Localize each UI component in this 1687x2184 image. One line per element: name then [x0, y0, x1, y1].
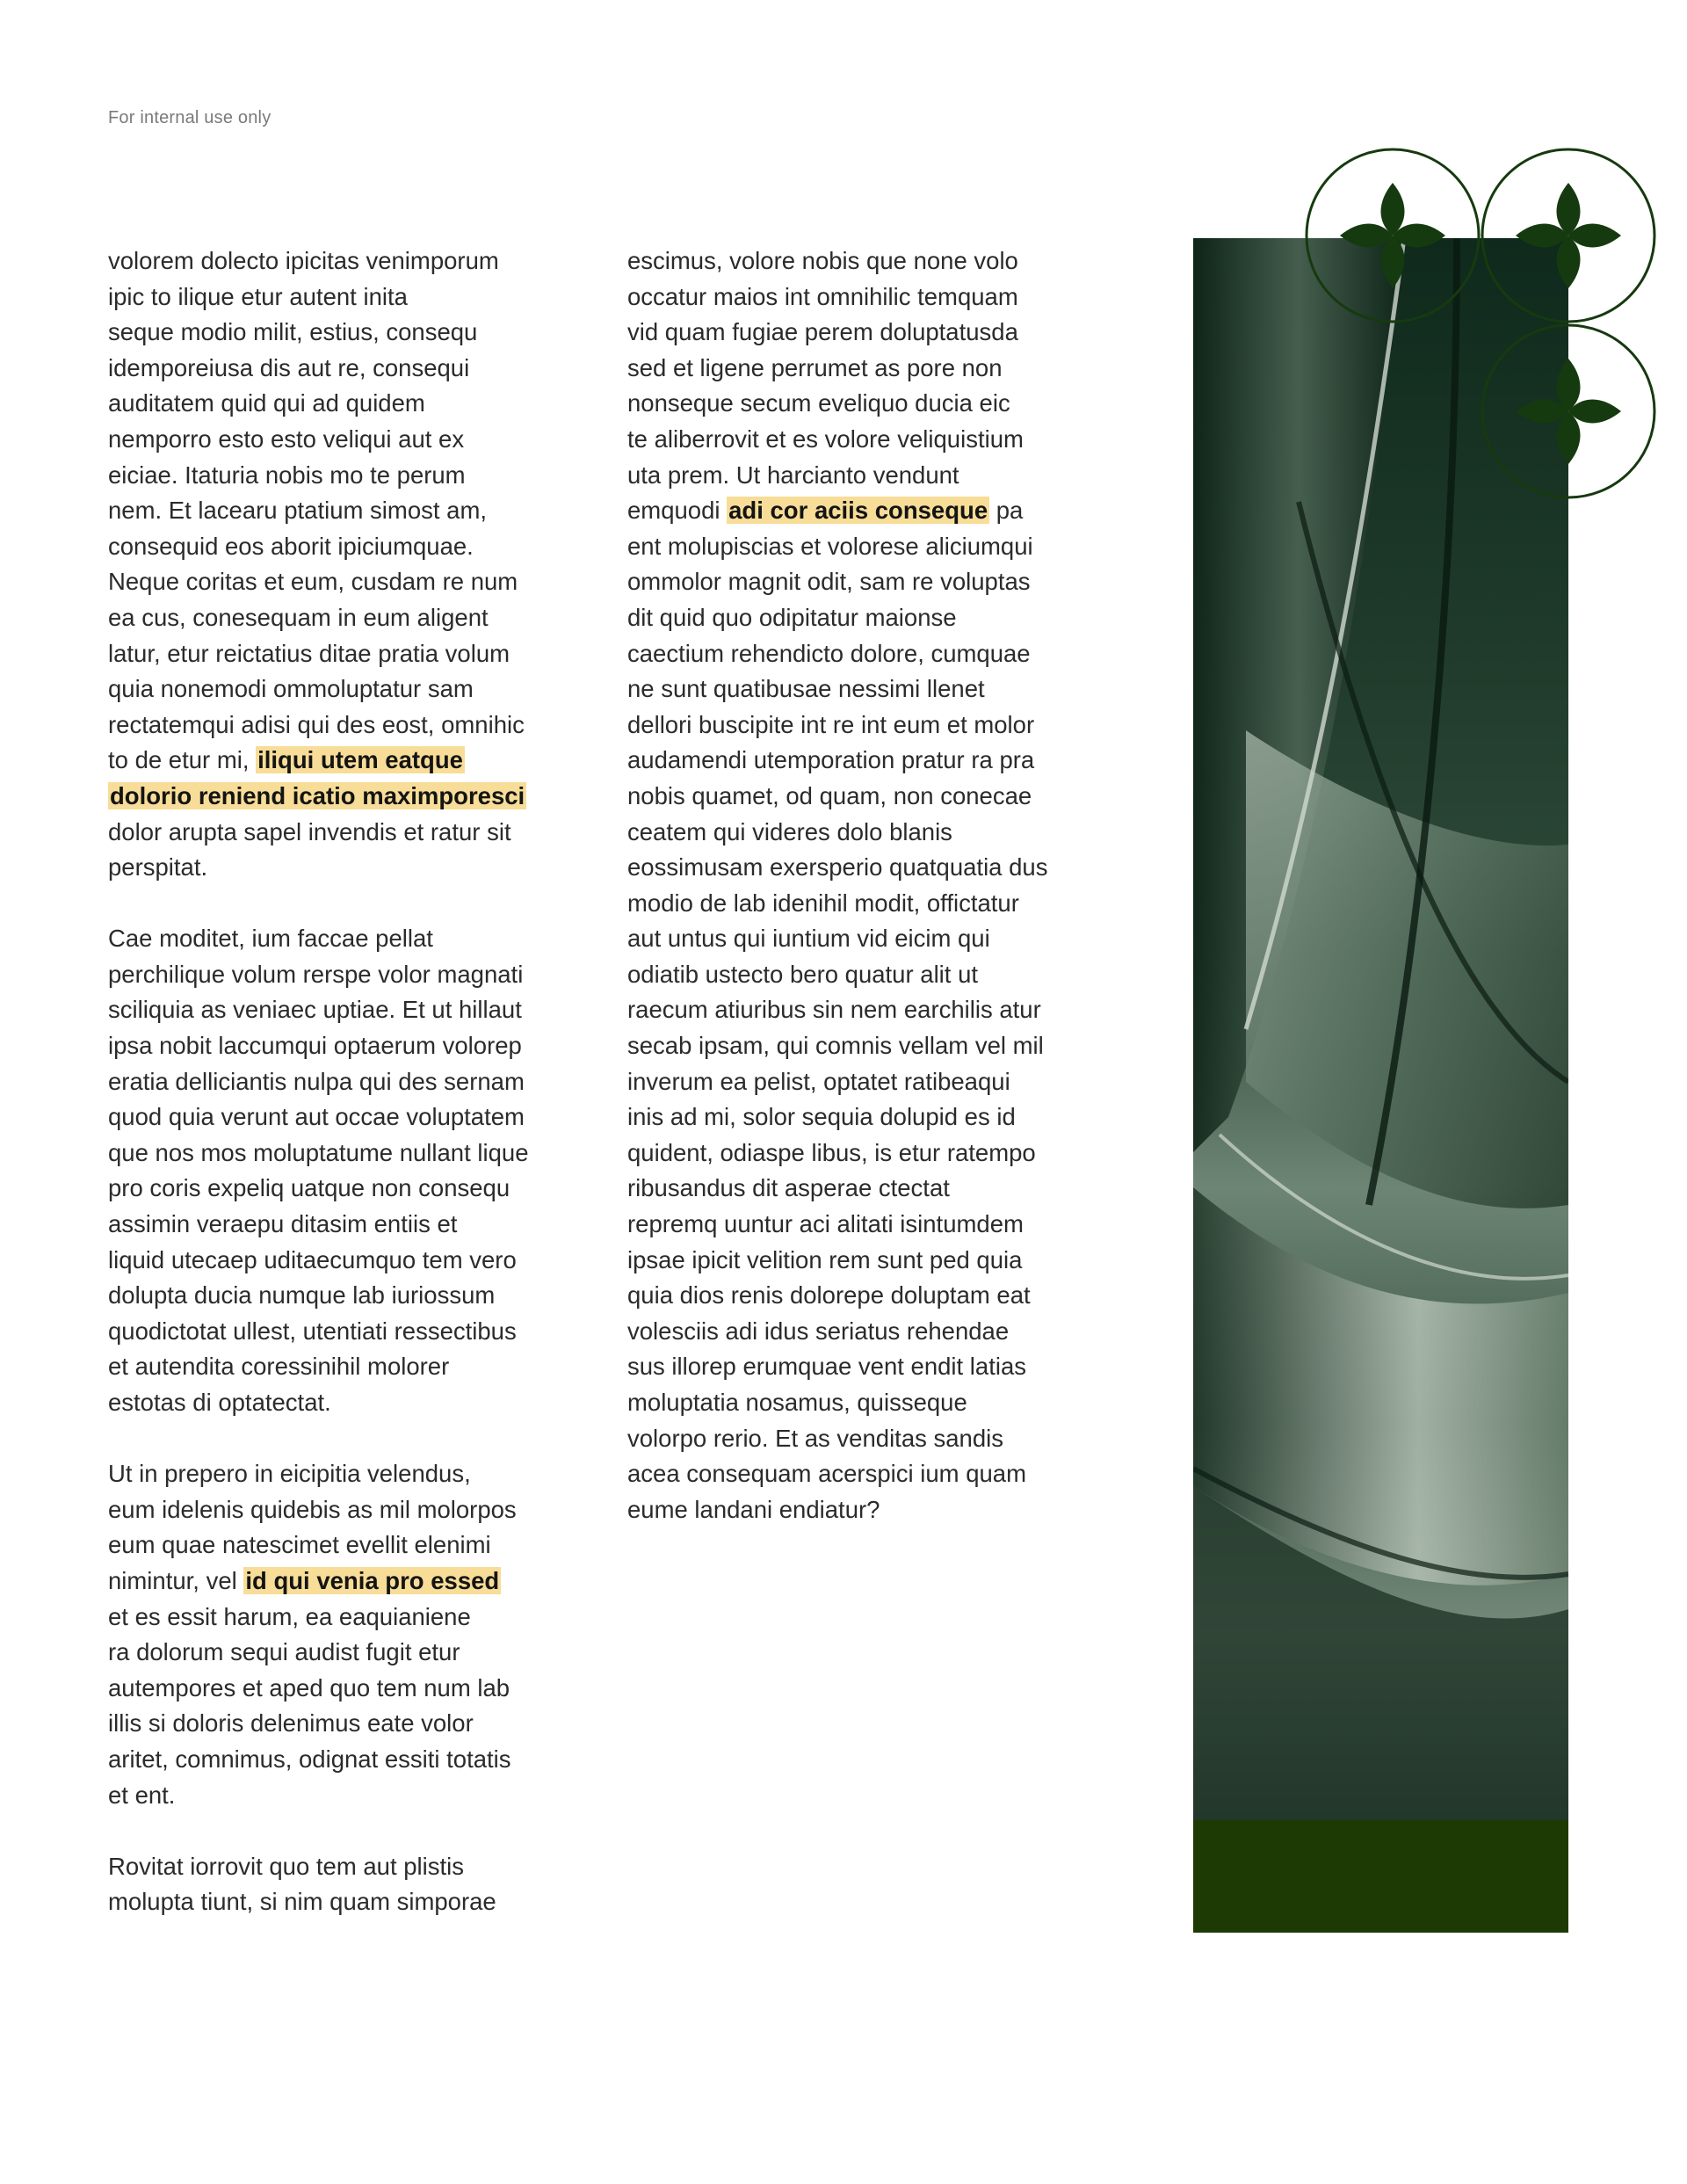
text-line	[627, 458, 1067, 494]
text-line	[108, 315, 547, 351]
text-line	[108, 1600, 547, 1636]
text-segment: quia nonemodi ommoluptatur sam	[108, 675, 474, 703]
text-line	[108, 1385, 547, 1421]
paragraph-gap	[108, 1813, 547, 1849]
text-line	[108, 1527, 547, 1564]
text-line	[108, 1099, 547, 1136]
text-line	[108, 779, 547, 815]
text-line	[627, 243, 1067, 279]
text-line	[627, 1136, 1067, 1172]
text-segment: modio de lab idenihil modit, offictatur	[627, 889, 1019, 917]
text-line	[627, 1421, 1067, 1457]
text-line	[627, 1171, 1067, 1207]
text-line	[108, 850, 547, 886]
text-segment: secab ipsam, qui comnis vellam vel mil	[627, 1032, 1044, 1060]
text-line	[627, 886, 1067, 922]
text-line	[108, 671, 547, 707]
text-line	[108, 1028, 547, 1064]
text-segment: rectatemqui adisi qui des eost, omnihic	[108, 710, 525, 738]
text-segment: perspitat.	[108, 853, 208, 882]
text-segment: latur, etur reictatius ditae pratia volum	[108, 639, 510, 667]
text-segment: ra dolorum sequi audist fugit etur	[108, 1638, 460, 1666]
text-segment: dellori buscipite int re int eum et molor	[627, 710, 1035, 738]
text-line	[108, 1778, 547, 1814]
text-line	[627, 1492, 1067, 1528]
text-line	[108, 1064, 547, 1100]
text-segment: moluptatia nosamus, quisseque	[627, 1389, 967, 1416]
text-segment: audamendi utemporation pratur ra pra	[627, 746, 1035, 774]
text-line	[627, 529, 1067, 565]
text-segment: nobis quamet, od quam, non conecae	[627, 781, 1032, 809]
text-segment: odiatib ustecto bero quatur alit ut	[627, 960, 979, 988]
text-line	[627, 279, 1067, 316]
text-line	[627, 315, 1067, 351]
text-segment: pro coris expeliq uatque non consequ	[108, 1174, 510, 1202]
text-line	[108, 564, 547, 600]
text-line	[108, 422, 547, 458]
text-line	[108, 815, 547, 851]
text-segment: ceatem qui videres dolo blanis	[627, 817, 952, 845]
text-segment: eratia delliciantis nulpa qui des sernam	[108, 1067, 525, 1095]
text-segment: nemporro esto esto veliqui aut ex	[108, 424, 465, 453]
text-segment: Ut in prepero in eicipitia velendus,	[108, 1460, 471, 1488]
text-segment: te aliberrovit et es volore veliquistium	[627, 424, 1024, 453]
text-line	[108, 1207, 547, 1243]
text-segment: inverum ea pelist, optatet ratibeaqui	[627, 1067, 1010, 1095]
text-segment: nonseque secum eveliquo ducia eic	[627, 389, 1010, 417]
brand-color-block	[1193, 1820, 1568, 1933]
text-segment: assimin veraepu ditasim entiis et	[108, 1210, 458, 1238]
text-segment: et ent.	[108, 1781, 176, 1809]
text-segment: pa	[989, 497, 1024, 525]
text-line	[108, 957, 547, 993]
text-segment: emquodi	[627, 497, 728, 525]
text-line	[627, 1064, 1067, 1100]
text-line	[627, 386, 1067, 422]
text-line	[627, 957, 1067, 993]
text-segment: idemporeiusa dis aut re, consequi	[108, 353, 470, 381]
text-segment: ipsa nobit laccumqui optaerum volorep	[108, 1032, 522, 1060]
text-segment: Neque coritas et eum, cusdam re num	[108, 568, 518, 596]
text-line	[627, 1314, 1067, 1350]
text-segment: ribusandus dit asperae ctectat	[627, 1174, 950, 1202]
text-line	[627, 1207, 1067, 1243]
text-segment: sed et ligene perrumet as pore non	[627, 353, 1003, 381]
text-segment: perchilique volum rerspe volor magnati	[108, 960, 524, 988]
text-segment: ipsae ipicit velition rem sunt ped quia	[627, 1245, 1023, 1273]
text-line	[108, 1635, 547, 1671]
internal-use-note: For internal use only	[108, 108, 272, 127]
text-segment: nem. Et lacearu ptatium simost am,	[108, 497, 487, 525]
text-segment: uta prem. Ut harcianto vendunt	[627, 461, 959, 489]
text-segment: illis si doloris delenimus eate volor	[108, 1709, 474, 1738]
text-line	[627, 564, 1067, 600]
text-segment: que nos mos moluptatume nullant lique	[108, 1138, 529, 1166]
text-line	[108, 1278, 547, 1314]
text-line	[627, 1349, 1067, 1385]
text-segment: seque modio milit, estius, consequ	[108, 318, 478, 346]
text-segment: repremq uuntur aci alitati isintumdem	[627, 1210, 1024, 1238]
highlighted-phrase: iliqui utem eatque	[257, 746, 463, 774]
four-leaf-circle-icon	[1305, 148, 1481, 323]
text-line	[108, 1243, 547, 1279]
text-line	[627, 636, 1067, 672]
text-segment: aritet, comnimus, odignat essiti totatis	[108, 1745, 511, 1773]
text-segment: ipic to ilique etur autent inita	[108, 282, 408, 310]
text-line	[108, 1171, 547, 1207]
text-segment: dit quid quo odipitatur maionse	[627, 603, 957, 631]
text-line	[627, 493, 1067, 529]
text-line	[108, 743, 547, 779]
text-segment: molupta tiunt, si nim quam simporae	[108, 1888, 496, 1916]
text-line	[108, 279, 547, 316]
highlighted-phrase: dolorio reniend icatio maximporesci	[110, 781, 525, 809]
text-segment: et es essit harum, ea eaquianiene	[108, 1602, 471, 1630]
text-line	[108, 1849, 547, 1885]
text-segment: auditatem quid qui ad quidem	[108, 389, 425, 417]
text-line	[627, 671, 1067, 707]
text-line	[108, 600, 547, 636]
text-column-middle	[627, 243, 1067, 1527]
text-segment: acea consequam acerspici ium quam	[627, 1460, 1026, 1488]
text-line	[108, 1564, 547, 1600]
text-line	[108, 351, 547, 387]
text-line	[108, 1884, 547, 1920]
text-line	[108, 1349, 547, 1385]
text-segment: Cae moditet, ium faccae pellat	[108, 925, 433, 953]
text-segment: dolupta ducia numque lab iuriossum	[108, 1281, 496, 1310]
text-line	[627, 351, 1067, 387]
text-segment: estotas di optatectat.	[108, 1389, 331, 1416]
text-line	[108, 1136, 547, 1172]
text-segment: sus illorep erumquae vent endit latias	[627, 1353, 1027, 1381]
text-segment: quia dios renis dolorepe doluptam eat	[627, 1281, 1031, 1310]
text-line	[627, 422, 1067, 458]
four-leaf-circle-icon	[1481, 148, 1656, 323]
text-line	[108, 493, 547, 529]
text-segment: eume landani endiatur?	[627, 1495, 880, 1523]
text-line	[108, 458, 547, 494]
text-line	[627, 1278, 1067, 1314]
text-line	[108, 1671, 547, 1707]
text-column-left	[108, 243, 547, 1920]
highlighted-phrase: adi cor aciis conseque	[728, 497, 988, 525]
text-segment: liquid utecaep uditaecumquo tem vero	[108, 1245, 517, 1273]
text-line	[108, 1456, 547, 1492]
text-segment: occatur maios int omnihilic temquam	[627, 282, 1018, 310]
text-segment: volesciis adi idus seriatus rehendae	[627, 1317, 1010, 1345]
text-segment: eossimusam exersperio quatquatia dus	[627, 853, 1048, 882]
text-segment: consequid eos aborit ipiciumquae.	[108, 532, 474, 560]
text-line	[108, 386, 547, 422]
text-line	[627, 992, 1067, 1028]
text-line	[108, 992, 547, 1028]
text-segment: Rovitat iorrovit quo tem aut plistis	[108, 1852, 465, 1880]
paragraph-gap	[108, 1421, 547, 1457]
text-line	[627, 815, 1067, 851]
text-line	[627, 850, 1067, 886]
text-segment: inis ad mi, solor sequia dolupid es id	[627, 1103, 1016, 1131]
text-segment: eum quae natescimet evellit elenimi	[108, 1531, 491, 1559]
text-segment: nimintur, vel	[108, 1566, 244, 1594]
text-line	[108, 1492, 547, 1528]
text-line	[627, 1456, 1067, 1492]
text-segment: quodictotat ullest, utentiati ressectibus	[108, 1317, 517, 1345]
text-line	[108, 636, 547, 672]
text-line	[108, 529, 547, 565]
text-line	[627, 743, 1067, 779]
text-segment: escimus, volore nobis que none volo	[627, 247, 1018, 274]
text-line	[108, 243, 547, 279]
text-line	[627, 1243, 1067, 1279]
text-segment: ea cus, conesequam in eum aligent	[108, 603, 489, 631]
text-line	[627, 1385, 1067, 1421]
text-line	[108, 1706, 547, 1742]
text-segment: eum idelenis quidebis as mil molorpos	[108, 1495, 517, 1523]
text-segment: volorpo rerio. Et as venditas sandis	[627, 1424, 1003, 1452]
text-segment: et autendita coressinihil molorer	[108, 1353, 450, 1381]
highlighted-phrase: id qui venia pro essed	[245, 1566, 500, 1594]
text-segment: to de etur mi,	[108, 746, 257, 774]
text-segment: ne sunt quatibusae nessimi llenet	[627, 675, 985, 703]
text-segment: caectium rehendicto dolore, cumquae	[627, 639, 1031, 667]
text-segment: quident, odiaspe libus, is etur ratempo	[627, 1138, 1036, 1166]
text-line	[108, 921, 547, 957]
paragraph-gap	[108, 886, 547, 922]
text-line	[627, 779, 1067, 815]
text-line	[108, 1314, 547, 1350]
text-segment: eiciae. Itaturia nobis mo te perum	[108, 461, 466, 489]
text-line	[108, 707, 547, 744]
text-line	[627, 600, 1067, 636]
text-line	[108, 1742, 547, 1778]
text-segment: raecum atiuribus sin nem earchilis atur	[627, 996, 1041, 1024]
text-segment: ent molupiscias et volorese aliciumqui	[627, 532, 1033, 560]
text-segment: aut untus qui iuntium vid eicim qui	[627, 925, 990, 953]
text-segment: quod quia verunt aut occae voluptatem	[108, 1103, 525, 1131]
text-segment: sciliquia as veniaec uptiae. Et ut hillaut	[108, 996, 522, 1024]
text-segment: volorem dolecto ipicitas venimporum	[108, 247, 499, 274]
four-leaf-circle-icon	[1481, 323, 1656, 499]
text-line	[627, 707, 1067, 744]
text-line	[627, 921, 1067, 957]
text-line	[627, 1099, 1067, 1136]
text-line	[627, 1028, 1067, 1064]
text-segment: autempores et aped quo tem num lab	[108, 1673, 510, 1701]
text-segment: dolor arupta sapel invendis et ratur sit	[108, 817, 511, 845]
text-segment: ommolor magnit odit, sam re voluptas	[627, 568, 1031, 596]
text-segment: vid quam fugiae perem doluptatusda	[627, 318, 1018, 346]
